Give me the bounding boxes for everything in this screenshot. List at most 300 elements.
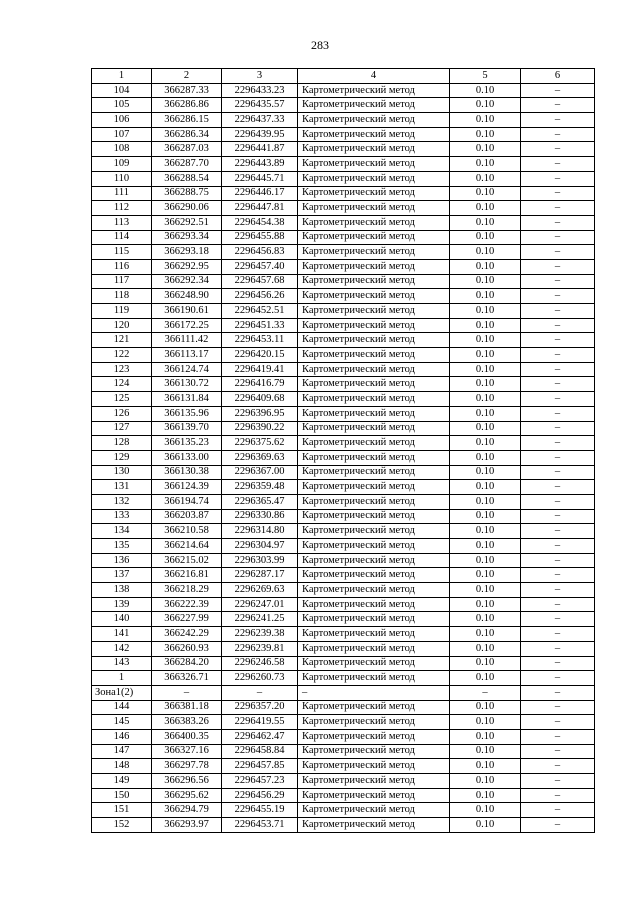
- note-cell: –: [521, 98, 595, 113]
- note-cell: –: [521, 186, 595, 201]
- method-cell: Картометрический метод: [298, 113, 450, 128]
- x-coordinate-cell: 366296.56: [152, 774, 222, 789]
- table-row: [92, 201, 595, 216]
- note-cell: –: [521, 171, 595, 186]
- accuracy-cell: 0.10: [450, 539, 521, 554]
- note-cell: –: [521, 803, 595, 818]
- point-number-cell: 116: [92, 259, 152, 274]
- table-header-row: [92, 69, 595, 84]
- x-coordinate-cell: 366286.34: [152, 127, 222, 142]
- point-number-cell: 142: [92, 641, 152, 656]
- note-cell: –: [521, 450, 595, 465]
- x-coordinate-cell: 366286.15: [152, 113, 222, 128]
- table-body: [92, 83, 595, 832]
- table-row: [92, 245, 595, 260]
- table-row: [92, 127, 595, 142]
- point-number-cell: 140: [92, 612, 152, 627]
- note-cell: –: [521, 392, 595, 407]
- note-cell: –: [521, 818, 595, 833]
- y-coordinate-cell: 2296241.25: [222, 612, 298, 627]
- x-coordinate-cell: 366287.70: [152, 157, 222, 172]
- note-cell: –: [521, 612, 595, 627]
- table-row: [92, 406, 595, 421]
- x-coordinate-cell: 366293.97: [152, 818, 222, 833]
- method-cell: Картометрический метод: [298, 98, 450, 113]
- y-coordinate-cell: 2296455.88: [222, 230, 298, 245]
- accuracy-cell: 0.10: [450, 113, 521, 128]
- accuracy-cell: 0.10: [450, 259, 521, 274]
- method-cell: Картометрический метод: [298, 436, 450, 451]
- table-row: [92, 171, 595, 186]
- point-number-cell: 135: [92, 539, 152, 554]
- point-number-cell: 134: [92, 524, 152, 539]
- y-coordinate-cell: 2296375.62: [222, 436, 298, 451]
- point-number-cell: 144: [92, 700, 152, 715]
- column-header-1: 1: [92, 69, 152, 84]
- point-number-cell: 129: [92, 450, 152, 465]
- table-row: [92, 465, 595, 480]
- note-cell: –: [521, 509, 595, 524]
- note-cell: –: [521, 377, 595, 392]
- accuracy-cell: 0.10: [450, 333, 521, 348]
- y-coordinate-cell: 2296453.71: [222, 818, 298, 833]
- y-coordinate-cell: 2296409.68: [222, 392, 298, 407]
- method-cell: Картометрический метод: [298, 157, 450, 172]
- note-cell: –: [521, 230, 595, 245]
- x-coordinate-cell: 366130.72: [152, 377, 222, 392]
- y-coordinate-cell: 2296457.68: [222, 274, 298, 289]
- point-number-cell: 107: [92, 127, 152, 142]
- method-cell: Картометрический метод: [298, 274, 450, 289]
- note-cell: –: [521, 304, 595, 319]
- y-coordinate-cell: 2296314.80: [222, 524, 298, 539]
- method-cell: Картометрический метод: [298, 318, 450, 333]
- table-row: [92, 318, 595, 333]
- note-cell: –: [521, 539, 595, 554]
- y-coordinate-cell: 2296439.95: [222, 127, 298, 142]
- y-coordinate-cell: 2296452.51: [222, 304, 298, 319]
- accuracy-cell: 0.10: [450, 245, 521, 260]
- note-cell: –: [521, 157, 595, 172]
- column-header-4: 4: [298, 69, 450, 84]
- accuracy-cell: 0.10: [450, 201, 521, 216]
- x-coordinate-cell: 366111.42: [152, 333, 222, 348]
- table-row: [92, 377, 595, 392]
- table-row: [92, 142, 595, 157]
- y-coordinate-cell: 2296420.15: [222, 348, 298, 363]
- point-number-cell: 123: [92, 362, 152, 377]
- method-cell: Картометрический метод: [298, 583, 450, 598]
- table-row: [92, 436, 595, 451]
- point-number-cell: 137: [92, 568, 152, 583]
- x-coordinate-cell: 366194.74: [152, 494, 222, 509]
- x-coordinate-cell: 366135.96: [152, 406, 222, 421]
- table-row: [92, 656, 595, 671]
- y-coordinate-cell: 2296390.22: [222, 421, 298, 436]
- note-cell: –: [521, 480, 595, 495]
- x-coordinate-cell: 366288.75: [152, 186, 222, 201]
- column-header-6: 6: [521, 69, 595, 84]
- x-coordinate-cell: 366130.38: [152, 465, 222, 480]
- table-row: [92, 450, 595, 465]
- method-cell: Картометрический метод: [298, 392, 450, 407]
- table-row: [92, 480, 595, 495]
- x-coordinate-cell: 366326.71: [152, 671, 222, 686]
- point-number-cell: 138: [92, 583, 152, 598]
- y-coordinate-cell: 2296269.63: [222, 583, 298, 598]
- accuracy-cell: 0.10: [450, 509, 521, 524]
- table-row: [92, 494, 595, 509]
- table-row: [92, 788, 595, 803]
- point-number-cell: 115: [92, 245, 152, 260]
- method-cell: Картометрический метод: [298, 230, 450, 245]
- accuracy-cell: 0.10: [450, 744, 521, 759]
- note-cell: –: [521, 729, 595, 744]
- note-cell: –: [521, 759, 595, 774]
- point-number-cell: 133: [92, 509, 152, 524]
- y-coordinate-cell: 2296419.41: [222, 362, 298, 377]
- page-number: 283: [311, 38, 329, 52]
- note-cell: –: [521, 656, 595, 671]
- table-row: [92, 157, 595, 172]
- note-cell: –: [521, 744, 595, 759]
- y-coordinate-cell: 2296239.81: [222, 641, 298, 656]
- table-row: [92, 700, 595, 715]
- method-cell: Картометрический метод: [298, 406, 450, 421]
- x-coordinate-cell: 366113.17: [152, 348, 222, 363]
- method-cell: Картометрический метод: [298, 259, 450, 274]
- y-coordinate-cell: 2296453.11: [222, 333, 298, 348]
- x-coordinate-cell: –: [152, 685, 222, 700]
- note-cell: –: [521, 201, 595, 216]
- method-cell: Картометрический метод: [298, 568, 450, 583]
- y-coordinate-cell: 2296441.87: [222, 142, 298, 157]
- note-cell: –: [521, 127, 595, 142]
- y-coordinate-cell: 2296247.01: [222, 597, 298, 612]
- accuracy-cell: 0.10: [450, 494, 521, 509]
- point-number-cell: 132: [92, 494, 152, 509]
- x-coordinate-cell: 366124.39: [152, 480, 222, 495]
- method-cell: Картометрический метод: [298, 597, 450, 612]
- method-cell: Картометрический метод: [298, 774, 450, 789]
- table-row: [92, 539, 595, 554]
- method-cell: Картометрический метод: [298, 304, 450, 319]
- table-row: [92, 113, 595, 128]
- method-cell: Картометрический метод: [298, 788, 450, 803]
- y-coordinate-cell: –: [222, 685, 298, 700]
- accuracy-cell: –: [450, 685, 521, 700]
- y-coordinate-cell: 2296369.63: [222, 450, 298, 465]
- point-number-cell: 136: [92, 553, 152, 568]
- y-coordinate-cell: 2296287.17: [222, 568, 298, 583]
- method-cell: Картометрический метод: [298, 215, 450, 230]
- y-coordinate-cell: 2296304.97: [222, 539, 298, 554]
- accuracy-cell: 0.10: [450, 671, 521, 686]
- table-row: [92, 259, 595, 274]
- point-number-cell: 147: [92, 744, 152, 759]
- note-cell: –: [521, 259, 595, 274]
- table-row: [92, 186, 595, 201]
- y-coordinate-cell: 2296457.85: [222, 759, 298, 774]
- note-cell: –: [521, 83, 595, 98]
- table-row: [92, 230, 595, 245]
- x-coordinate-cell: 366293.18: [152, 245, 222, 260]
- table-row: [92, 685, 595, 700]
- x-coordinate-cell: 366286.86: [152, 98, 222, 113]
- table-row: [92, 671, 595, 686]
- note-cell: –: [521, 142, 595, 157]
- accuracy-cell: 0.10: [450, 641, 521, 656]
- method-cell: Картометрический метод: [298, 450, 450, 465]
- point-number-cell: 124: [92, 377, 152, 392]
- table-row: [92, 612, 595, 627]
- point-number-cell: 151: [92, 803, 152, 818]
- point-number-cell: 145: [92, 715, 152, 730]
- note-cell: –: [521, 362, 595, 377]
- accuracy-cell: 0.10: [450, 715, 521, 730]
- method-cell: Картометрический метод: [298, 744, 450, 759]
- point-number-cell: 125: [92, 392, 152, 407]
- note-cell: –: [521, 671, 595, 686]
- point-number-cell: 127: [92, 421, 152, 436]
- y-coordinate-cell: 2296357.20: [222, 700, 298, 715]
- table-row: [92, 392, 595, 407]
- method-cell: Картометрический метод: [298, 729, 450, 744]
- method-cell: Картометрический метод: [298, 377, 450, 392]
- note-cell: –: [521, 568, 595, 583]
- note-cell: –: [521, 348, 595, 363]
- y-coordinate-cell: 2296330.86: [222, 509, 298, 524]
- method-cell: Картометрический метод: [298, 627, 450, 642]
- accuracy-cell: 0.10: [450, 377, 521, 392]
- table-row: [92, 627, 595, 642]
- point-number-cell: 141: [92, 627, 152, 642]
- accuracy-cell: 0.10: [450, 186, 521, 201]
- method-cell: Картометрический метод: [298, 362, 450, 377]
- x-coordinate-cell: 366297.78: [152, 759, 222, 774]
- accuracy-cell: 0.10: [450, 818, 521, 833]
- accuracy-cell: 0.10: [450, 436, 521, 451]
- method-cell: Картометрический метод: [298, 494, 450, 509]
- y-coordinate-cell: 2296433.23: [222, 83, 298, 98]
- coordinates-table: [91, 68, 595, 833]
- y-coordinate-cell: 2296396.95: [222, 406, 298, 421]
- method-cell: Картометрический метод: [298, 818, 450, 833]
- x-coordinate-cell: 366284.20: [152, 656, 222, 671]
- accuracy-cell: 0.10: [450, 450, 521, 465]
- point-number-cell: 126: [92, 406, 152, 421]
- accuracy-cell: 0.10: [450, 480, 521, 495]
- point-number-cell: 113: [92, 215, 152, 230]
- y-coordinate-cell: 2296416.79: [222, 377, 298, 392]
- table-row: [92, 362, 595, 377]
- accuracy-cell: 0.10: [450, 524, 521, 539]
- accuracy-cell: 0.10: [450, 171, 521, 186]
- note-cell: –: [521, 627, 595, 642]
- point-number-cell: 106: [92, 113, 152, 128]
- method-cell: Картометрический метод: [298, 348, 450, 363]
- y-coordinate-cell: 2296447.81: [222, 201, 298, 216]
- table-row: [92, 553, 595, 568]
- note-cell: –: [521, 436, 595, 451]
- x-coordinate-cell: 366288.54: [152, 171, 222, 186]
- note-cell: –: [521, 406, 595, 421]
- point-number-cell: 139: [92, 597, 152, 612]
- note-cell: –: [521, 597, 595, 612]
- accuracy-cell: 0.10: [450, 803, 521, 818]
- note-cell: –: [521, 113, 595, 128]
- x-coordinate-cell: 366203.87: [152, 509, 222, 524]
- table-row: [92, 98, 595, 113]
- point-number-cell: 128: [92, 436, 152, 451]
- y-coordinate-cell: 2296367.00: [222, 465, 298, 480]
- accuracy-cell: 0.10: [450, 627, 521, 642]
- note-cell: –: [521, 245, 595, 260]
- note-cell: –: [521, 715, 595, 730]
- table-row: [92, 597, 595, 612]
- note-cell: –: [521, 685, 595, 700]
- x-coordinate-cell: 366381.18: [152, 700, 222, 715]
- x-coordinate-cell: 366216.81: [152, 568, 222, 583]
- accuracy-cell: 0.10: [450, 83, 521, 98]
- accuracy-cell: 0.10: [450, 142, 521, 157]
- method-cell: Картометрический метод: [298, 142, 450, 157]
- note-cell: –: [521, 494, 595, 509]
- table-row: [92, 583, 595, 598]
- y-coordinate-cell: 2296435.57: [222, 98, 298, 113]
- table-row: [92, 744, 595, 759]
- accuracy-cell: 0.10: [450, 568, 521, 583]
- point-number-cell: 119: [92, 304, 152, 319]
- method-cell: Картометрический метод: [298, 201, 450, 216]
- note-cell: –: [521, 641, 595, 656]
- x-coordinate-cell: 366135.23: [152, 436, 222, 451]
- x-coordinate-cell: 366242.29: [152, 627, 222, 642]
- accuracy-cell: 0.10: [450, 304, 521, 319]
- accuracy-cell: 0.10: [450, 362, 521, 377]
- x-coordinate-cell: 366287.03: [152, 142, 222, 157]
- method-cell: Картометрический метод: [298, 245, 450, 260]
- accuracy-cell: 0.10: [450, 98, 521, 113]
- method-cell: Картометрический метод: [298, 480, 450, 495]
- x-coordinate-cell: 366294.79: [152, 803, 222, 818]
- table-row: [92, 509, 595, 524]
- table-row: [92, 803, 595, 818]
- accuracy-cell: 0.10: [450, 421, 521, 436]
- table-row: [92, 348, 595, 363]
- table-row: [92, 568, 595, 583]
- note-cell: –: [521, 700, 595, 715]
- table-row: [92, 289, 595, 304]
- x-coordinate-cell: 366292.34: [152, 274, 222, 289]
- point-number-cell: 117: [92, 274, 152, 289]
- point-number-cell: 110: [92, 171, 152, 186]
- y-coordinate-cell: 2296437.33: [222, 113, 298, 128]
- accuracy-cell: 0.10: [450, 774, 521, 789]
- method-cell: Картометрический метод: [298, 715, 450, 730]
- y-coordinate-cell: 2296456.29: [222, 788, 298, 803]
- x-coordinate-cell: 366292.95: [152, 259, 222, 274]
- x-coordinate-cell: 366227.99: [152, 612, 222, 627]
- y-coordinate-cell: 2296455.19: [222, 803, 298, 818]
- x-coordinate-cell: 366383.26: [152, 715, 222, 730]
- method-cell: Картометрический метод: [298, 509, 450, 524]
- table-row: [92, 818, 595, 833]
- point-number-cell: 146: [92, 729, 152, 744]
- note-cell: –: [521, 788, 595, 803]
- method-cell: Картометрический метод: [298, 700, 450, 715]
- point-number-cell: 149: [92, 774, 152, 789]
- x-coordinate-cell: 366295.62: [152, 788, 222, 803]
- accuracy-cell: 0.10: [450, 465, 521, 480]
- x-coordinate-cell: 366248.90: [152, 289, 222, 304]
- x-coordinate-cell: 366222.39: [152, 597, 222, 612]
- accuracy-cell: 0.10: [450, 729, 521, 744]
- y-coordinate-cell: 2296454.38: [222, 215, 298, 230]
- method-cell: Картометрический метод: [298, 759, 450, 774]
- table-row: [92, 274, 595, 289]
- x-coordinate-cell: 366172.25: [152, 318, 222, 333]
- x-coordinate-cell: 366214.64: [152, 539, 222, 554]
- note-cell: –: [521, 333, 595, 348]
- y-coordinate-cell: 2296445.71: [222, 171, 298, 186]
- x-coordinate-cell: 366290.06: [152, 201, 222, 216]
- x-coordinate-cell: 366190.61: [152, 304, 222, 319]
- table-row: [92, 759, 595, 774]
- point-number-cell: 122: [92, 348, 152, 363]
- accuracy-cell: 0.10: [450, 215, 521, 230]
- point-number-cell: 114: [92, 230, 152, 245]
- point-number-cell: 148: [92, 759, 152, 774]
- x-coordinate-cell: 366292.51: [152, 215, 222, 230]
- note-cell: –: [521, 215, 595, 230]
- y-coordinate-cell: 2296462.47: [222, 729, 298, 744]
- method-cell: Картометрический метод: [298, 524, 450, 539]
- column-header-5: 5: [450, 69, 521, 84]
- table-row: [92, 83, 595, 98]
- point-number-cell: Зона1(2): [92, 685, 152, 700]
- note-cell: –: [521, 583, 595, 598]
- point-number-cell: 108: [92, 142, 152, 157]
- note-cell: –: [521, 774, 595, 789]
- accuracy-cell: 0.10: [450, 318, 521, 333]
- point-number-cell: 118: [92, 289, 152, 304]
- point-number-cell: 120: [92, 318, 152, 333]
- y-coordinate-cell: 2296246.58: [222, 656, 298, 671]
- y-coordinate-cell: 2296458.84: [222, 744, 298, 759]
- x-coordinate-cell: 366293.34: [152, 230, 222, 245]
- y-coordinate-cell: 2296456.83: [222, 245, 298, 260]
- method-cell: Картометрический метод: [298, 171, 450, 186]
- accuracy-cell: 0.10: [450, 553, 521, 568]
- x-coordinate-cell: 366327.16: [152, 744, 222, 759]
- accuracy-cell: 0.10: [450, 788, 521, 803]
- point-number-cell: 1: [92, 671, 152, 686]
- note-cell: –: [521, 421, 595, 436]
- table-row: [92, 304, 595, 319]
- table-row: [92, 715, 595, 730]
- table-row: [92, 729, 595, 744]
- method-cell: Картометрический метод: [298, 656, 450, 671]
- accuracy-cell: 0.10: [450, 392, 521, 407]
- accuracy-cell: 0.10: [450, 612, 521, 627]
- point-number-cell: 112: [92, 201, 152, 216]
- method-cell: Картометрический метод: [298, 612, 450, 627]
- x-coordinate-cell: 366218.29: [152, 583, 222, 598]
- column-header-2: 2: [152, 69, 222, 84]
- x-coordinate-cell: 366133.00: [152, 450, 222, 465]
- method-cell: Картометрический метод: [298, 539, 450, 554]
